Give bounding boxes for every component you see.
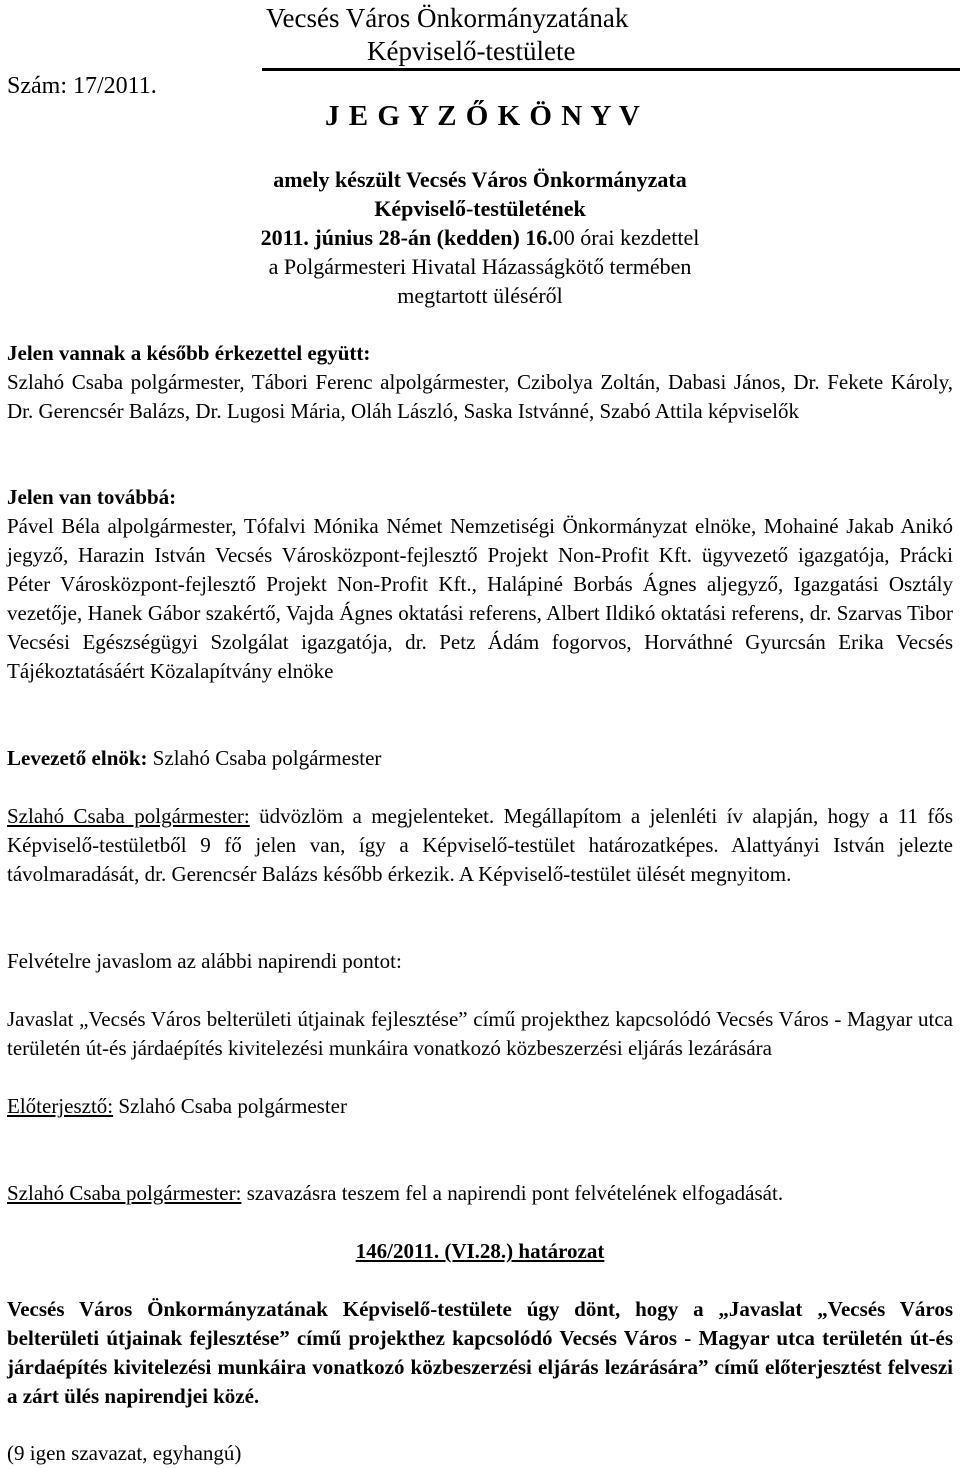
vote-call-speaker: Szlahó Csaba polgármester:	[7, 1181, 242, 1205]
meeting-date: 2011. június 28-án (kedden) 16.	[260, 225, 553, 250]
vote-call-text: szavazásra teszem fel a napirendi pont felvételének elfogadását.	[241, 1181, 784, 1205]
chair-name: Szlahó Csaba polgármester	[147, 746, 382, 770]
also-present-heading: Jelen van továbbá:	[7, 485, 177, 509]
decision-text: Vecsés Város Önkormányzatának Képviselő-testülete úgy dönt, hogy a „Javaslat „Vecsés Város belterületi útjainak fejlesztése” című projekthez kapcsolódó Vecsés Város - Magyar utca területén út-és járdaépítés kivitelezési munkáira vonatkozó közbeszerzési eljárás lezárására” című előterjesztést felveszi a zárt ülés napirendjei közé.	[7, 1297, 953, 1408]
presenter-label: Előterjesztő:	[7, 1094, 114, 1118]
council-subtitle: Képviselő-testülete	[367, 36, 576, 66]
council-title: Vecsés Város Önkormányzatának	[266, 3, 629, 33]
meeting-time: 00 órai kezdettel	[552, 225, 700, 250]
present-members: Szlahó Csaba polgármester, Tábori Ferenc alpolgármester, Czibolya Zoltán, Dabasi János, Dr. Fekete Károly, Dr. Gerencsér Balázs, Dr. Lugosi Mária, Oláh László, Saska Istvánné, Szabó Attila képviselők	[7, 370, 953, 423]
agenda-intro: Felvételre javaslom az alábbi napirendi pontot:	[7, 949, 402, 973]
present-heading: Jelen vannak a később érkezettel együtt:	[7, 341, 371, 365]
header-divider	[262, 68, 960, 71]
presenter-line	[7, 1092, 347, 1121]
meeting-line-2: Képviselő-testületének	[374, 196, 586, 221]
meeting-location: a Polgármesteri Hivatal Házasságkötő termében	[268, 254, 692, 279]
document-type-heading: J E G Y Z Ő K Ö N Y V	[325, 100, 641, 132]
opening-text: üdvözlöm a megjelenteket. Megállapítom a jelenléti ív alapján, hogy a 11 fős Képviselő-testületből 9 fő jelen van, így a Képviselő-testület határozatképes. Alattyányi István jelezte távolmaradását, dr. Gerencsér Balázs később érkezik. A Képviselő-testület ülését megnyitom.	[7, 804, 953, 886]
chair-label: Levezető elnök:	[7, 746, 148, 770]
meeting-line-5: megtartott üléséről	[397, 283, 563, 308]
agenda-item: Javaslat „Vecsés Város belterületi útjainak fejlesztése” című projekthez kapcsolódó Vecsés Város - Magyar utca területén út-és járdaépítés kivitelezési munkáira vonatkozó közbeszerzési eljárás lezárására	[7, 1007, 953, 1060]
chair-line	[7, 744, 381, 773]
presenter-name: Szlahó Csaba polgármester	[113, 1094, 347, 1118]
meeting-info	[0, 165, 960, 310]
also-present-list: Pável Béla alpolgármester, Tófalvi Mónika Német Nemzetiségi Önkormányzat elnöke, Mohainé Jakab Anikó jegyző, Harazin István Vecsés Városközpont-fejlesztő Projekt Non-Profit Kft. ügyvezető igazgatója, Prácki Péter Városközpont-fejlesztő Projekt Non-Profit Kft., Halápiné Borbás Ágnes aljegyző, Igazgatási Osztály vezetője, Hanek Gábor szakértő, Vajda Ágnes oktatási referens, Albert Ildikó oktatási referens, dr. Szarvas Tibor Vecsési Egészségügyi Szolgálat igazgatója, dr. Petz Ádám fogorvos, Horváthné Gyurcsán Erika Vecsés Tájékoztatásáért Közalapítvány elnöke	[7, 514, 953, 683]
vote-result: (9 igen szavazat, egyhangú)	[7, 1441, 242, 1465]
vote-call	[7, 1179, 783, 1208]
opening-statement	[7, 802, 953, 889]
decision-title: 146/2011. (VI.28.) határozat	[355, 1239, 605, 1263]
reference-number: Szám: 17/2011.	[7, 73, 157, 99]
opening-speaker: Szlahó Csaba polgármester:	[7, 804, 250, 828]
meeting-line-1: amely készült Vecsés Város Önkormányzata	[273, 167, 687, 192]
